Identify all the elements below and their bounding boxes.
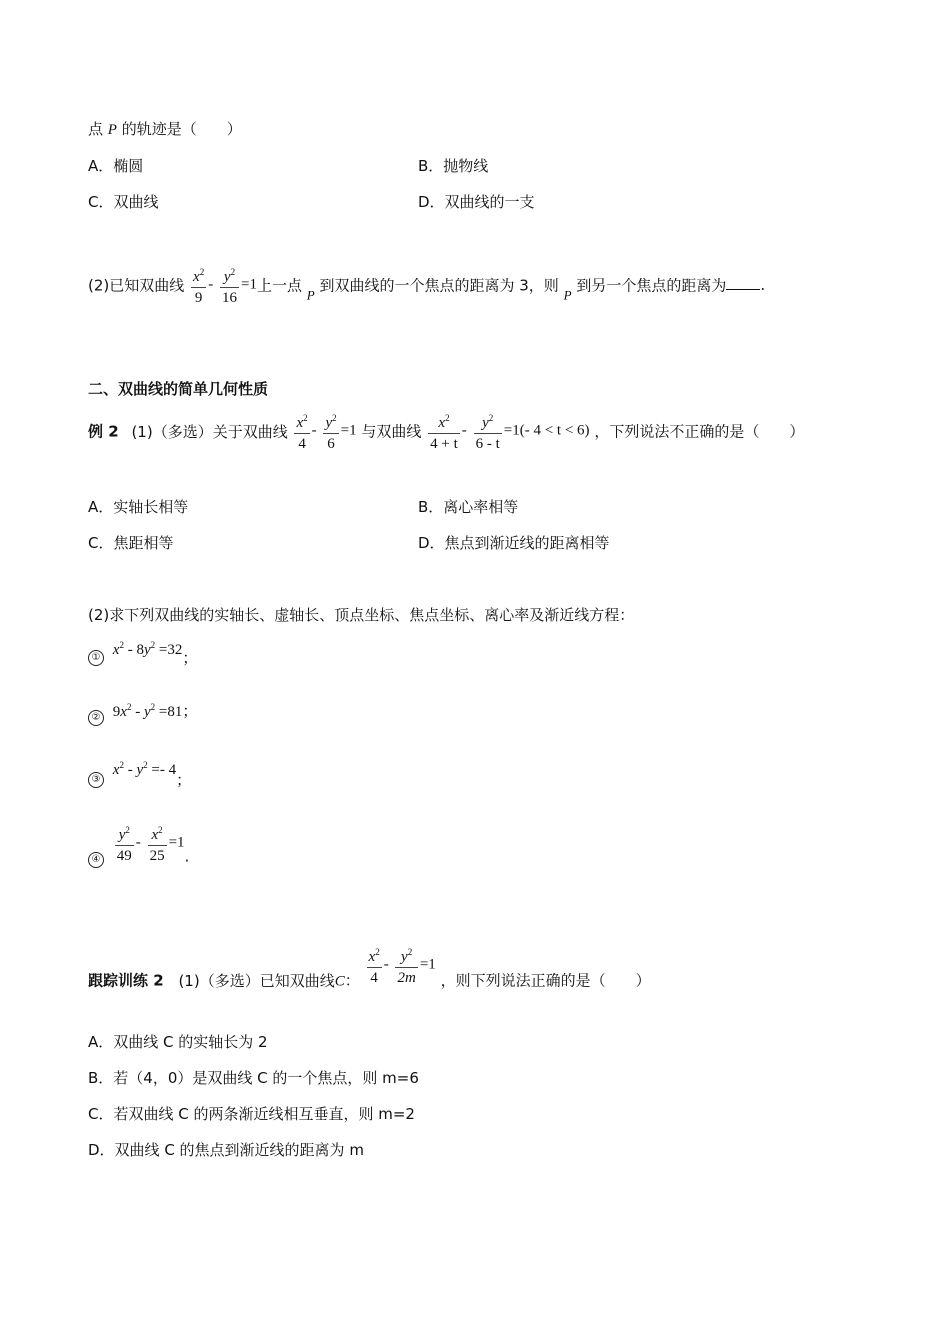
fraction: $\frac{y^2}{16}$ <box>220 262 239 308</box>
fraction: $\frac{x^2}{9}$ <box>191 262 206 308</box>
question-2: (2)已知双曲线 $\frac{x^2}{9}$ - $\frac{y^2}{16}$ =1上一点 P 到双曲线的一个焦点的距离为 3，则 P 到另一个焦点的距离为 . <box>88 262 765 308</box>
option-b: B．抛物线 <box>418 157 489 175</box>
option-a: A．实轴长相等 <box>88 498 189 516</box>
option-d: D．焦点到渐近线的距离相等 <box>418 534 610 552</box>
option-c: C．若双曲线 C 的两条渐近线相互垂直，则 m=2 <box>88 1105 415 1123</box>
fraction: $\frac{y^2}{6}$ <box>323 408 338 454</box>
fraction: $\frac{x^2}{4}$ <box>294 408 309 454</box>
option-a: A．椭圆 <box>88 157 144 175</box>
fraction: $\frac{x^2}{4 + t}$ <box>428 408 460 454</box>
option-c: C．焦距相等 <box>88 534 174 552</box>
fraction: $\frac{x^2}{4}$ <box>367 942 382 988</box>
option-d: D．双曲线的一支 <box>418 193 535 211</box>
option-d: D．双曲线 C 的焦点到渐近线的距离为 m <box>88 1141 364 1159</box>
answer-blank <box>726 275 760 290</box>
example-2: 例 2 (1)（多选）关于双曲线 $\frac{x^2}{4}$ - $\frac{y^2}{6}$ =1 与双曲线 $\frac{x^2}{4 + t}$ - $\frac{y^2}{6 - t}$ =1(- 4 < t < 6) ，下列说法不正确的是（ ） <box>88 408 804 454</box>
list-item: ① $x^2 - 8y^2 =32$； <box>88 640 197 668</box>
option-c: C．双曲线 <box>88 193 159 211</box>
fraction: $\frac{y^2}{6 - t}$ <box>474 408 502 454</box>
fraction: $\frac{y^2}{2m}$ <box>395 942 417 988</box>
example-2-part-2: (2)求下列双曲线的实轴长、虚轴长、顶点坐标、焦点坐标、离心率及渐近线方程： <box>88 606 635 624</box>
tracking-exercise-2: 跟踪训练 2 (1)（多选）已知双曲线C： $\frac{x^2}{4}$ - $\frac{y^2}{2m}$ =1 ，则下列说法正确的是（ ） <box>88 942 651 991</box>
list-item: ② $9x^2 - y^2 =81$； <box>88 700 197 726</box>
list-item: ③ $x^2 - y^2 =- 4$； <box>88 760 191 790</box>
question-stem: 点 P 的轨迹是（ ） <box>88 120 242 138</box>
option-b: B．若（4，0）是双曲线 C 的一个焦点，则 m=6 <box>88 1069 419 1087</box>
option-a: A．双曲线 C 的实轴长为 2 <box>88 1033 268 1051</box>
section-title: 二、双曲线的简单几何性质 <box>88 380 269 398</box>
option-b: B．离心率相等 <box>418 498 519 516</box>
list-item: ④ $\frac{y^2}{49}$ - $\frac{x^2}{25}$ =1. <box>88 820 189 868</box>
